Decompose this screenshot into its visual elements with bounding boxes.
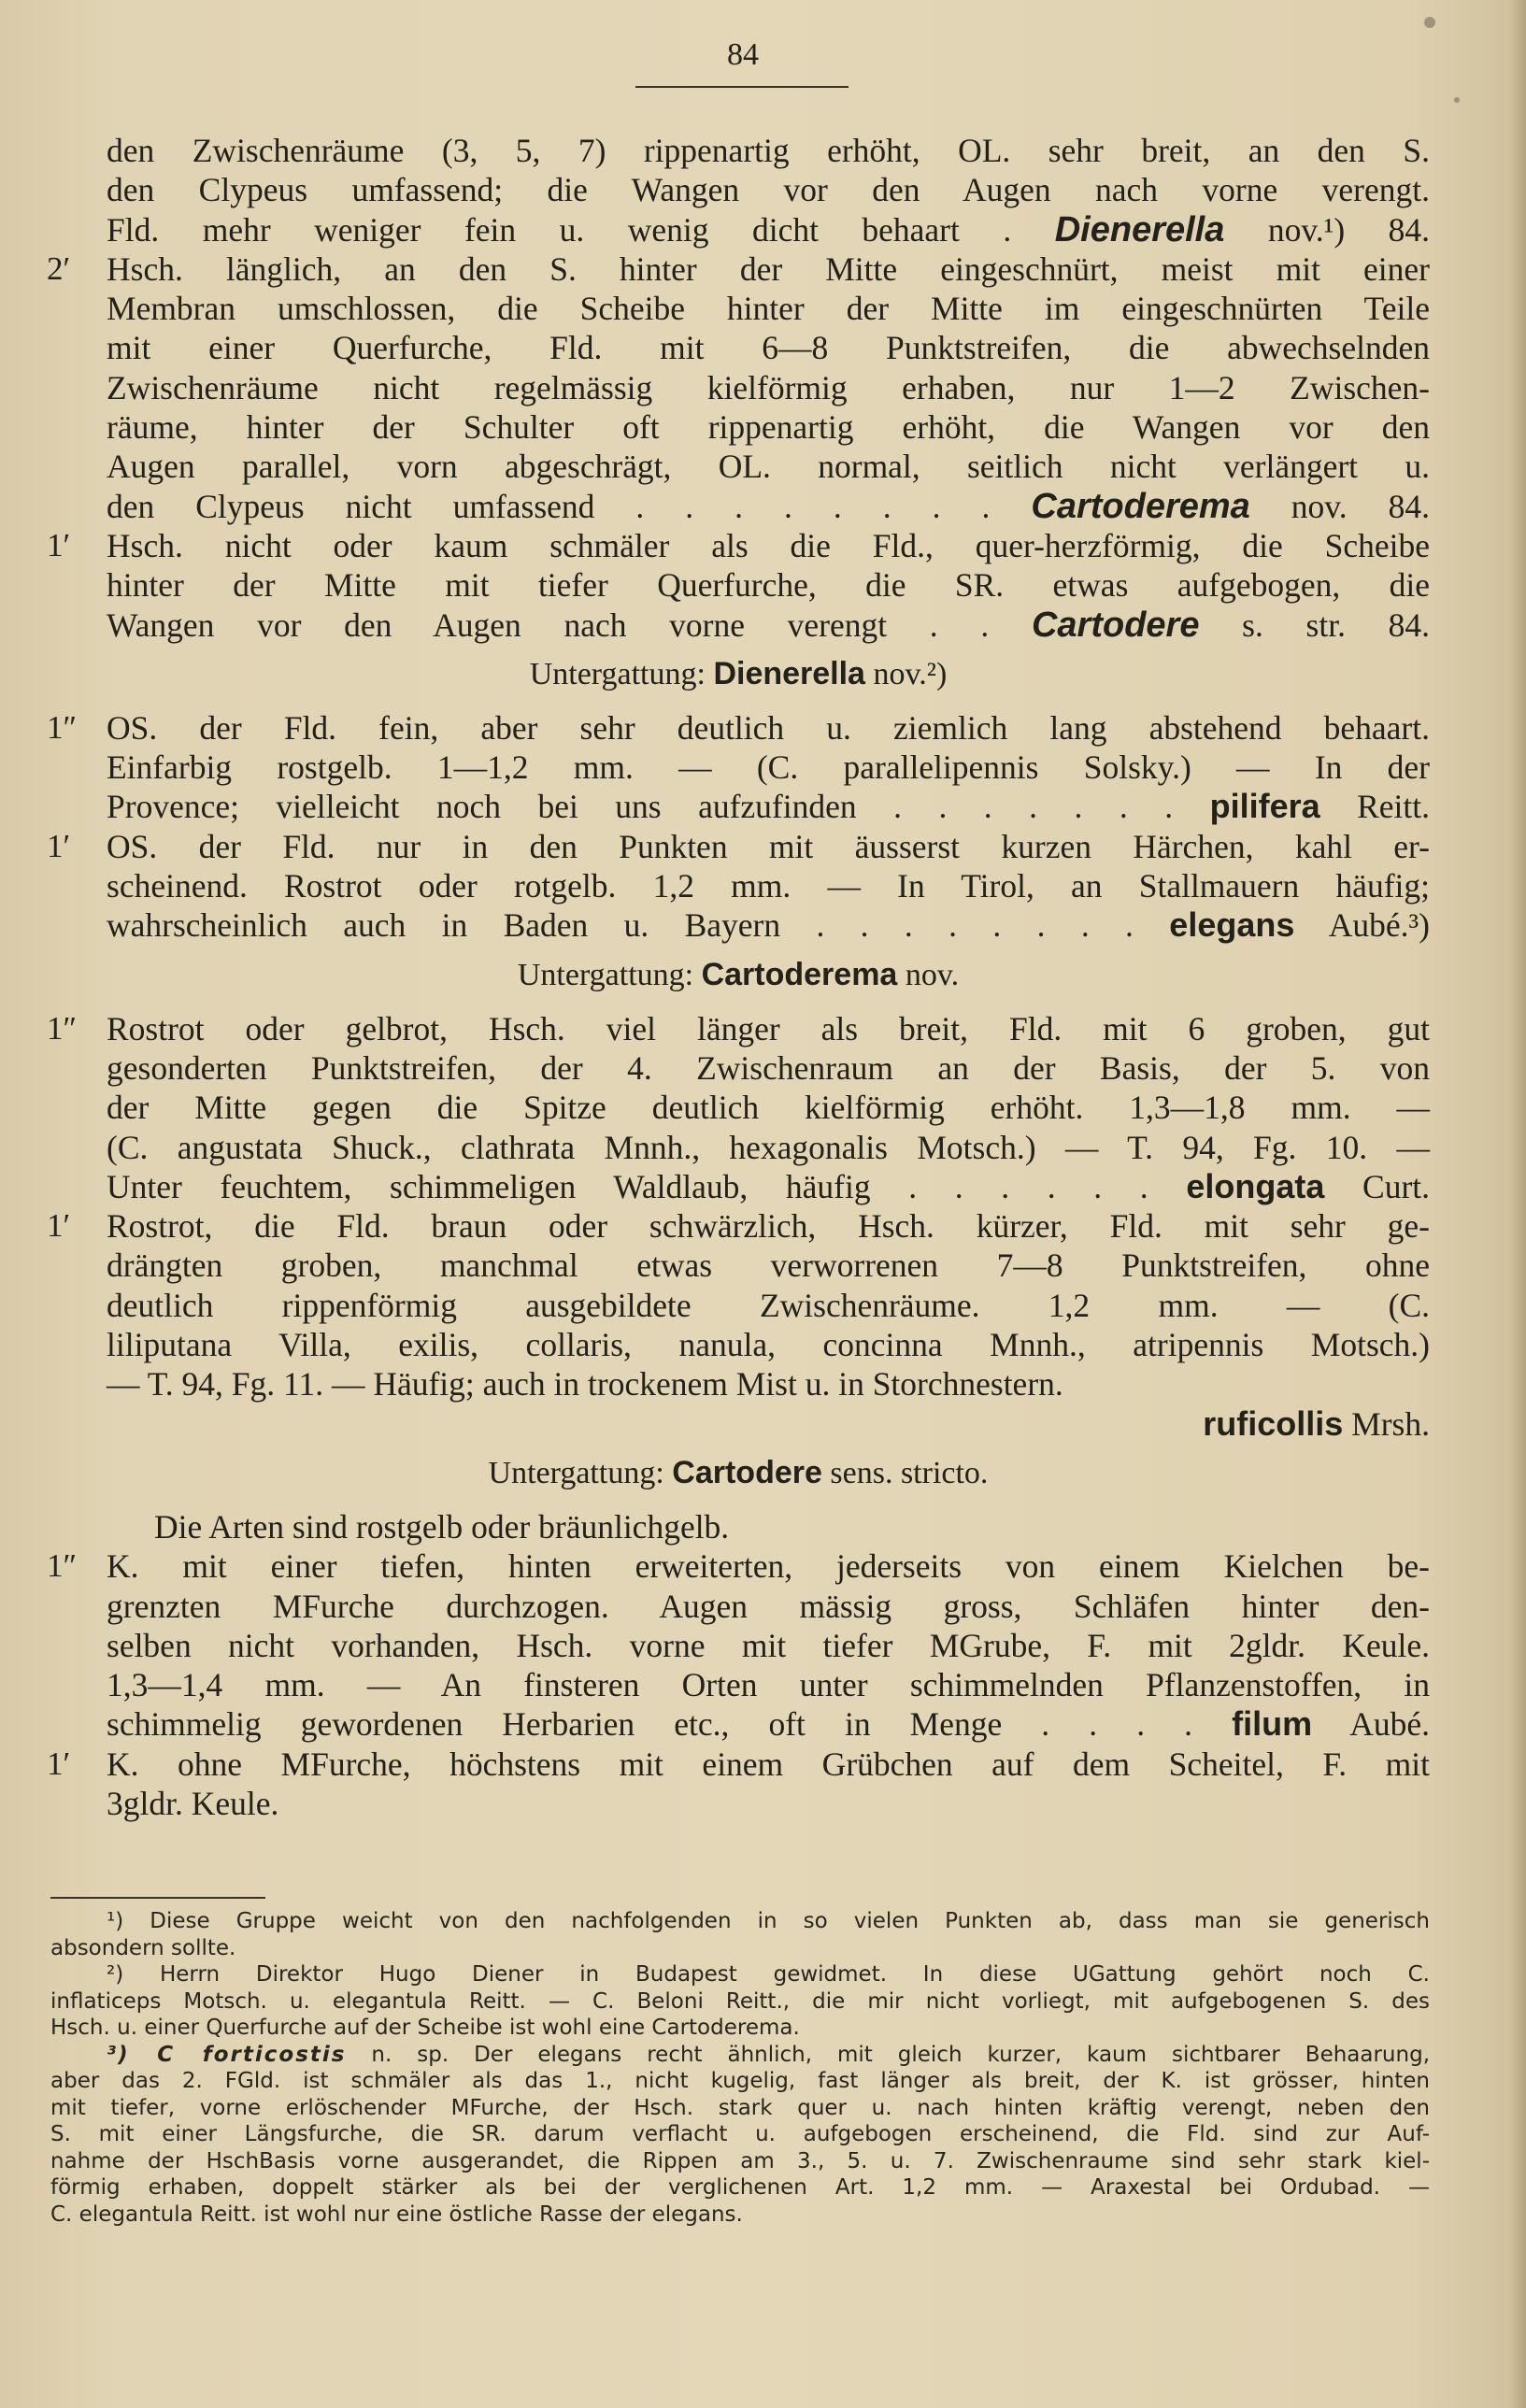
text-line-with-taxon: den Clypeus nicht umfassend . . . . . . . . Cartoderema nov. 84. <box>107 486 1430 526</box>
text-line-with-species: ruficollis Mrsh. <box>1203 1403 1430 1443</box>
species-name: elegans <box>1169 905 1295 945</box>
text-line: Einfarbig rostgelb. 1—1,2 mm. — (C. parallelipennis Solsky.) — In der <box>107 748 1430 787</box>
text-line: K. ohne MFurche, höchstens mit einem Grübchen auf dem Scheitel, F. mit <box>107 1745 1430 1783</box>
text-line: den Zwischenräume (3, 5, 7) rippenartig erhöht, OL. sehr breit, an den S. <box>107 132 1430 169</box>
text-line: den Clypeus umfassend; die Wangen vor den Augen nach vorne verengt. <box>107 171 1430 209</box>
footnote-3-line: ³) C forticostis n. sp. Der elegans recht ähnlich, mit gleich kurzer, kaum sichtbarer Behaarung, <box>107 2042 1431 2067</box>
text-line: grenzten MFurche durchzogen. Augen mässig gross, Schläfen hinter den- <box>107 1587 1430 1625</box>
text-line-with-species: Provence; vielleicht noch bei uns aufzufinden . . . . . . . pilifera Reitt. <box>107 787 1430 826</box>
key-marker: 2′ <box>47 249 71 287</box>
text-line: Rostrot oder gelbrot, Hsch. viel länger als breit, Fld. mit 6 groben, gut <box>107 1009 1430 1047</box>
page-spine-shadow <box>1509 0 1526 2408</box>
text-line: gesonderten Punktstreifen, der 4. Zwischenraum an der Basis, der 5. von <box>107 1048 1430 1087</box>
key-marker: 1′ <box>47 1745 71 1782</box>
ink-spot <box>1454 97 1460 103</box>
footnote-3-line: nahme der HschBasis vorne ausgerandet, die Rippen am 3., 5. u. 7. Zwischenraume sind sehr stark kiel- <box>50 2148 1430 2173</box>
footnote-3-line: mit tiefer, vorne erlöschender MFurche, der Hsch. stark quer u. nach hinten kräftig verengt, neben den <box>50 2095 1430 2120</box>
text-line: Die Arten sind rostgelb oder bräunlichgelb. <box>154 1507 730 1546</box>
subgenus-heading: Untergattung: Dienerella nov.²) <box>529 655 948 691</box>
text-line: Zwischenräume nicht regelmässig kielförmig erhaben, nur 1—2 Zwischen- <box>107 368 1430 406</box>
text-line: der Mitte gegen die Spitze deutlich kielförmig erhöht. 1,3—1,8 mm. — <box>107 1089 1430 1127</box>
species-name: elongata <box>1186 1166 1325 1205</box>
text-line: 1,3—1,4 mm. — An finsteren Orten unter schimmelnden Pflanzenstoffen, in <box>107 1666 1430 1704</box>
genus-name: Cartoderema <box>1031 486 1250 526</box>
footnote-1-line: ¹) Diese Gruppe weicht von den nachfolgenden in so vielen Punkten ab, dass man sie generisch <box>107 1909 1430 1933</box>
subgenus-heading: Untergattung: Cartodere sens. stricto. <box>488 1454 989 1490</box>
text-line: K. mit einer tiefen, hinten erweiterten, jederseits von einem Kielchen be- <box>107 1547 1430 1586</box>
footnote-3-line: C. elegantula Reitt. ist wohl nur eine östliche Rasse der elegans. <box>50 2201 743 2227</box>
text-line: OS. der Fld. fein, aber sehr deutlich u. ziemlich lang abstehend behaart. <box>107 708 1430 747</box>
key-marker: 1″ <box>47 1547 78 1585</box>
text-line-with-species: Unter feuchtem, schimmeligen Waldlaub, häufig . . . . . . elongata Curt. <box>107 1166 1431 1205</box>
footnotes <box>50 1908 1430 2228</box>
text-line: 3gldr. Keule. <box>107 1784 279 1822</box>
key-marker: 1′ <box>47 1207 71 1245</box>
key-entry <box>47 131 1430 249</box>
text-line-with-species: schimmelig gewordenen Herbarien etc., oft in Menge . . . . filum Aubé. <box>107 1704 1430 1744</box>
footnote-2-line: Hsch. u. einer Querfurche auf der Scheibe ist wohl eine Cartoderema. <box>50 2016 800 2040</box>
text-line: räume, hinter der Schulter oft rippenartig erhöht, die Wangen vor den <box>107 408 1430 447</box>
key-entry <box>47 827 1430 946</box>
key-marker: 1′ <box>47 526 71 563</box>
genus-name: Dienerella <box>1054 209 1225 249</box>
footnote-3-line: förmig erhaben, doppelt stärker als bei der verglichenen Art. 1,2 mm. — Araxestal bei Ordubad. — <box>50 2175 1430 2200</box>
key-entry <box>47 526 1430 645</box>
text-line: mit einer Querfurche, Fld. mit 6—8 Punktstreifen, die abwechselnden <box>107 329 1430 367</box>
text-line: OS. der Fld. nur in den Punkten mit äusserst kurzen Härchen, kahl er- <box>107 827 1430 865</box>
subgenus-name: Cartodere <box>672 1454 822 1490</box>
key-entry <box>47 249 1430 526</box>
text-line-with-taxon: Wangen vor den Augen nach vorne verengt . . Cartodere s. str. 84. <box>107 605 1431 645</box>
species-name: pilifera <box>1209 787 1320 826</box>
text-line: Hsch. länglich, an den S. hinter der Mitte eingeschnürt, meist mit einer <box>107 249 1430 288</box>
species-name: filum <box>1232 1704 1313 1744</box>
footnote-3-line: aber das 2. FGld. ist schmäler als das 1., nicht kugelig, fast länger als breit, der K. ist grösser, hinten <box>50 2069 1430 2093</box>
footnote-1-line: absondern sollte. <box>50 1935 236 1960</box>
text-line: drängten groben, manchmal etwas verworrenen 7—8 Punktstreifen, ohne <box>107 1247 1430 1285</box>
footnote-2-line: inflaticeps Motsch. u. elegantula Reitt. — C. Beloni Reitt., die mir nicht vorliegt, mit aufgebogenen S. des <box>50 1988 1430 2014</box>
key-marker: 1″ <box>47 708 78 746</box>
subgenus-name: Dienerella <box>713 655 865 691</box>
subgenus-name: Cartoderema <box>701 956 898 992</box>
footnote-rule <box>50 1897 265 1899</box>
text-line: (C. angustata Shuck., clathrata Mnnh., hexagonalis Motsch.) — T. 94, Fg. 10. — <box>107 1128 1430 1166</box>
key-marker: 1″ <box>47 1009 78 1047</box>
page-number: 84 <box>727 37 759 72</box>
new-species-name: ³) C forticostis <box>107 2042 347 2067</box>
text-line: Rostrot, die Fld. braun oder schwärzlich, Hsch. kürzer, Fld. mit sehr ge- <box>107 1207 1430 1246</box>
text-line: — T. 94, Fg. 11. — Häufig; auch in trockenem Mist u. in Storchnestern. <box>107 1365 1063 1403</box>
ink-spot <box>1424 17 1435 28</box>
key-entry <box>47 1009 1430 1206</box>
text-line: Augen parallel, vorn abgeschrägt, OL. normal, seitlich nicht verlängert u. <box>107 448 1430 486</box>
key-marker: 1′ <box>47 827 71 864</box>
text-line-with-taxon: Fld. mehr weniger fein u. wenig dicht behaart . Dienerella nov.¹) 84. <box>107 209 1430 249</box>
text-line: hinter der Mitte mit tiefer Querfurche, die SR. etwas aufgebogen, die <box>107 566 1430 605</box>
page-number-rule <box>635 86 849 88</box>
text-line: scheinend. Rostrot oder rotgelb. 1,2 mm. — In Tirol, an Stallmauern häufig; <box>107 867 1430 905</box>
subgenus-heading: Untergattung: Cartoderema nov. <box>517 956 960 992</box>
text-line: liliputana Villa, exilis, collaris, nanula, concinna Mnnh., atripennis Motsch.) <box>107 1326 1430 1364</box>
text-line: Hsch. nicht oder kaum schmäler als die Fld., quer-herzförmig, die Scheibe <box>107 526 1430 564</box>
key-entry <box>47 1206 1430 1444</box>
key-entry <box>47 1546 1430 1744</box>
key-entry <box>47 708 1430 827</box>
key-text <box>47 131 1430 1823</box>
text-line: deutlich rippenförmig ausgebildete Zwischenräume. 1,2 mm. — (C. <box>107 1286 1430 1324</box>
species-name: ruficollis <box>1203 1403 1344 1443</box>
genus-name: Cartodere <box>1031 605 1200 645</box>
key-entry <box>47 1745 1430 1824</box>
text-line-with-species: wahrscheinlich auch in Baden u. Bayern . . . . . . . . elegans Aubé.³) <box>107 905 1431 945</box>
text-line: selben nicht vorhanden, Hsch. vorne mit tiefer MGrube, F. mit 2gldr. Keule. <box>107 1626 1430 1664</box>
footnote-2-line: ²) Herrn Direktor Hugo Diener in Budapest gewidmet. In diese UGattung gehört noch C. <box>107 1962 1430 1987</box>
text-line: Membran umschlossen, die Scheibe hinter der Mitte im eingeschnürten Teile <box>107 290 1430 328</box>
footnote-3-line: S. mit einer Längsfurche, die SR. darum verflacht u. aufgebogen erscheinend, die Fld. sind zur Auf- <box>50 2122 1430 2146</box>
intro-paragraph <box>47 1507 1430 1546</box>
